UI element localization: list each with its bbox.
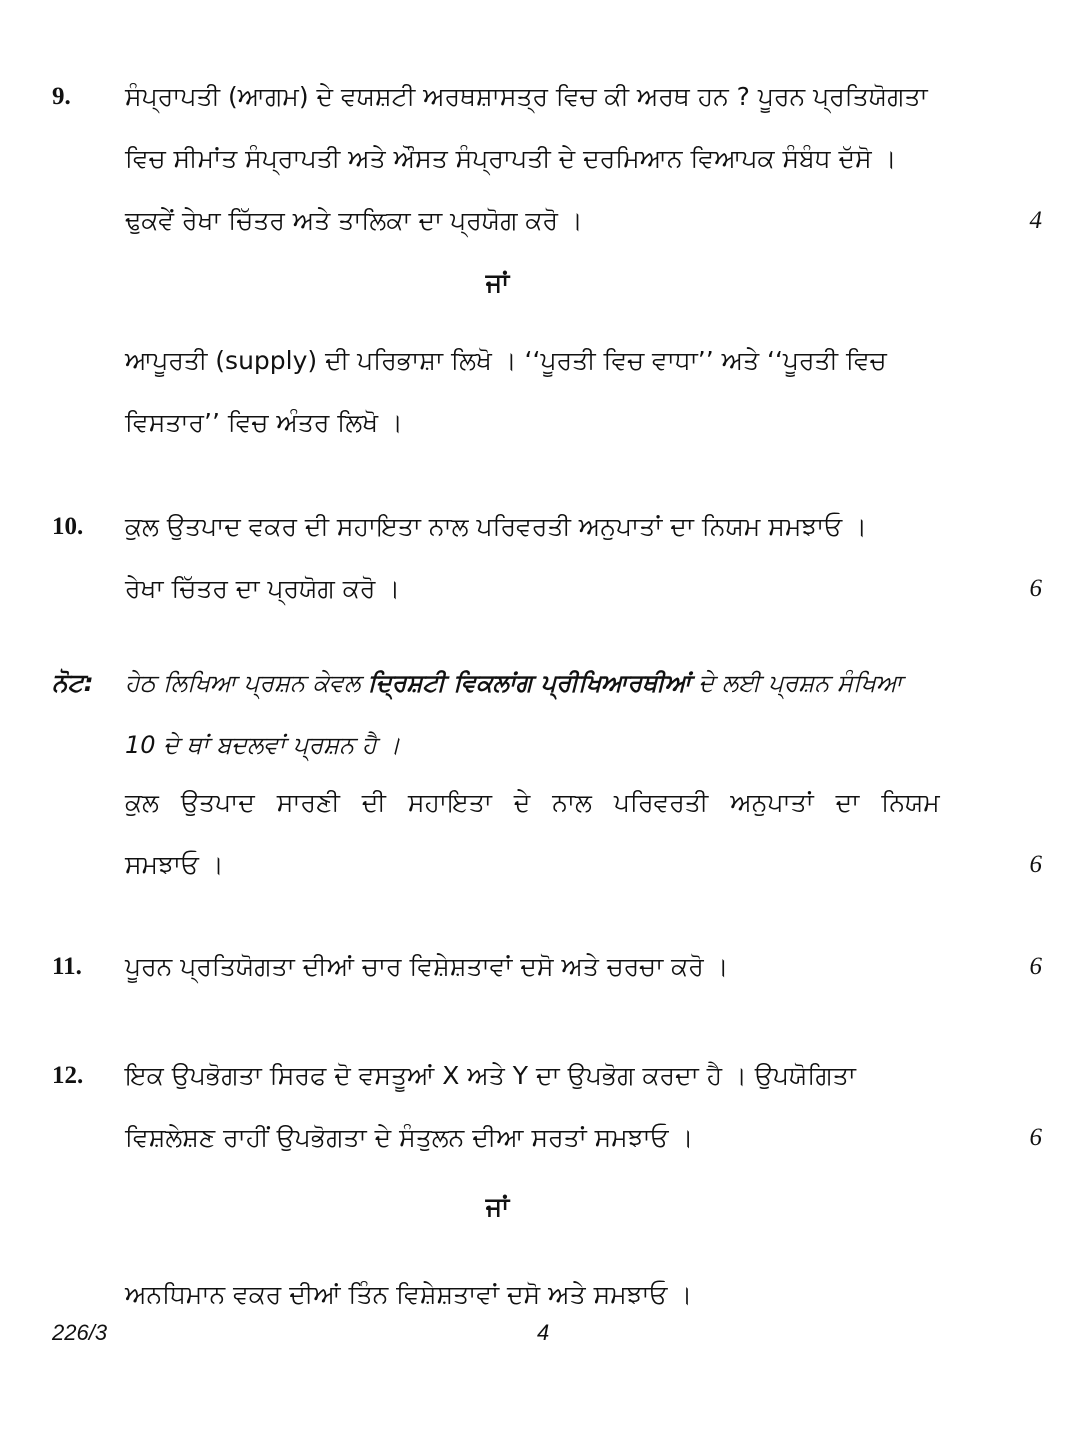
question-line: ਵਿਚ ਸੀਮਾਂਤ ਸੰਪ੍ਰਾਪਤੀ ਅਤੇ ਔਸਤ ਸੰਪ੍ਰਾਪਤੀ ਦੇ ਦਰਮਿਆਨ ਵਿਆਪਕ ਸੰਬੰਧ ਦੱਸੋ । xyxy=(125,144,897,173)
note-text-bold: ਦ੍ਰਿਸ਼ਟੀ ਵਿਕਲਾਂਗ ਪ੍ਰੀਖਿਆਰਥੀਆਂ xyxy=(368,669,691,697)
question-text xyxy=(125,1045,980,1169)
question-line: ਕੁਲ ਉਤਪਾਦ ਵਕਰ ਦੀ ਸਹਾਇਤਾ ਨਾਲ ਪਰਿਵਰਤੀ ਅਨੁਪਾਤਾਂ ਦਾ ਨਿਯਮ ਸਮਝਾਓ । xyxy=(125,512,867,541)
note-text xyxy=(125,652,985,776)
question-line: ਵਿਸਤਾਰ’’ ਵਿਚ ਅੰਤਰ ਲਿਖੋ । xyxy=(125,408,403,437)
question-12-alternative xyxy=(52,1264,1042,1326)
question-line: ਪੂਰਨ ਪ੍ਰਤਿਯੋਗਤਾ ਦੀਆਂ ਚਾਰ ਵਿਸ਼ੇਸ਼ਤਾਵਾਂ ਦਸੋ ਅਤੇ ਚਰਚਾ ਕਰੋ । xyxy=(125,952,729,981)
question-line: ਢੁਕਵੇਂ ਰੇਖਾ ਚਿੱਤਰ ਅਤੇ ਤਾਲਿਕਾ ਦਾ ਪ੍ਰਯੋਗ ਕਰੋ । xyxy=(125,206,583,235)
note-text-after: ਦੇ ਲਈ ਪ੍ਰਸ਼ਨ ਸੰਖਿਆ xyxy=(690,669,903,697)
or-label: ਜਾਂ xyxy=(485,1192,510,1221)
note-label: ਨੋਟ: xyxy=(52,668,94,697)
note-text-before: ਹੇਠ ਲਿਖਿਆ ਪ੍ਰਸ਼ਨ ਕੇਵਲ xyxy=(125,669,368,697)
or-label: ਜਾਂ xyxy=(485,268,510,297)
marks: 6 xyxy=(1029,851,1042,878)
marks: 6 xyxy=(1029,575,1042,602)
paper-code: 226/3 xyxy=(52,1320,108,1345)
question-text xyxy=(125,496,980,620)
question-number: 11. xyxy=(52,953,82,980)
question-text xyxy=(125,936,980,998)
note-line: 10 ਦੇ ਥਾਂ ਬਦਲਵਾਂ ਪ੍ਰਸ਼ਨ ਹੈ । xyxy=(125,731,401,759)
question-11 xyxy=(52,936,1042,998)
question-number: 12. xyxy=(52,1062,84,1089)
question-line: ਵਿਸ਼ਲੇਸ਼ਣ ਰਾਹੀਂ ਉਪਭੋਗਤਾ ਦੇ ਸੰਤੁਲਨ ਦੀਆ ਸਰਤਾਂ ਸਮਝਾਓ । xyxy=(125,1123,694,1152)
question-9 xyxy=(52,66,1042,252)
question-number: 9. xyxy=(52,83,71,110)
question-12 xyxy=(52,1045,1042,1169)
question-line: ਆਪੂਰਤੀ (supply) ਦੀ ਪਰਿਭਾਸ਼ਾ ਲਿਖੋ । ‘‘ਪੂਰਤੀ ਵਿਚ ਵਾਧਾ’’ ਅਤੇ ‘‘ਪੂਰਤੀ ਵਿਚ xyxy=(125,346,887,375)
page-number: 4 xyxy=(537,1320,550,1345)
question-line: ਇਕ ਉਪਭੋਗਤਾ ਸਿਰਫ ਦੋ ਵਸਤੂਆਂ X ਅਤੇ Y ਦਾ ਉਪਭੋਗ ਕਰਦਾ ਹੈ । ਉਪਯੋਗਿਤਾ xyxy=(125,1061,856,1090)
question-10-alternative xyxy=(52,772,1042,896)
question-line: ਕੁਲ ਉਤਪਾਦ ਸਾਰਣੀ ਦੀ ਸਹਾਇਤਾ ਦੇ ਨਾਲ ਪਰਿਵਰਤੀ ਅਨੁਪਾਤਾਂ ਦਾ ਨਿਯਮ xyxy=(125,788,940,817)
note xyxy=(52,652,1042,776)
marks: 6 xyxy=(1029,953,1042,980)
question-line: ਸਮਝਾਓ । xyxy=(125,850,224,879)
question-line: ਸੰਪ੍ਰਾਪਤੀ (ਆਗਮ) ਦੇ ਵਯਸ਼ਟੀ ਅਰਥਸ਼ਾਸਤ੍ਰ ਵਿਚ ਕੀ ਅਰਥ ਹਨ ? ਪੂਰਨ ਪ੍ਰਤਿਯੋਗਤਾ xyxy=(125,82,928,111)
question-line: ਰੇਖਾ ਚਿੱਤਰ ਦਾ ਪ੍ਰਯੋਗ ਕਰੋ । xyxy=(125,574,401,603)
question-text xyxy=(125,66,980,252)
marks: 6 xyxy=(1029,1124,1042,1151)
question-text xyxy=(125,330,980,454)
question-text xyxy=(125,1264,980,1326)
note-line xyxy=(125,652,985,714)
question-10 xyxy=(52,496,1042,620)
question-number: 10. xyxy=(52,513,84,540)
question-text xyxy=(125,772,980,896)
marks: 4 xyxy=(1029,207,1042,234)
question-line: ਅਨਧਿਮਾਨ ਵਕਰ ਦੀਆਂ ਤਿੰਨ ਵਿਸ਼ੇਸ਼ਤਾਵਾਂ ਦਸੋ ਅਤੇ ਸਮਝਾਓ । xyxy=(125,1280,693,1309)
question-9-alternative xyxy=(52,330,1042,454)
